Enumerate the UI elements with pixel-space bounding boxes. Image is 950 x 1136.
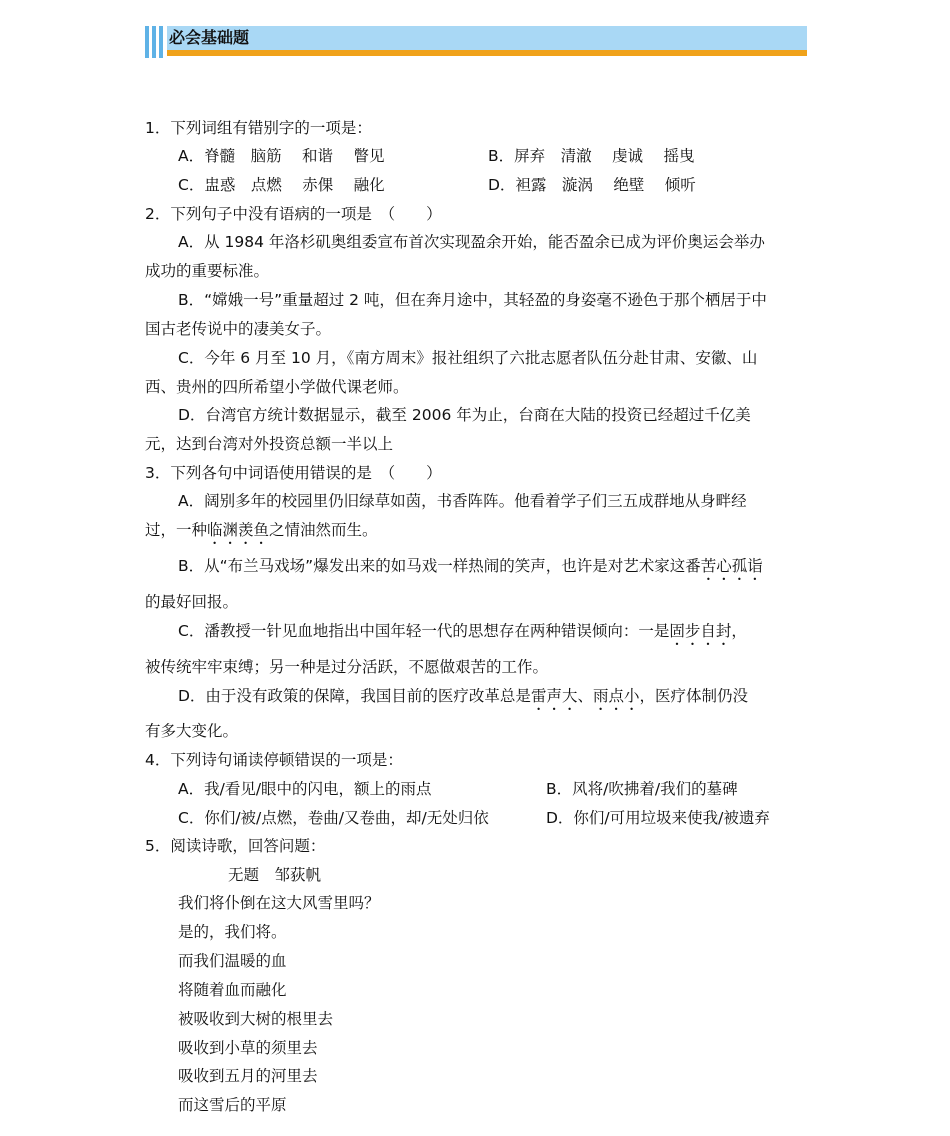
poem-title: 无题 邹荻帆 bbox=[228, 866, 322, 884]
q1-option-d: D．袒露 漩涡 绝壁 倾听 bbox=[488, 176, 696, 194]
poem-line: 是的，我们将。 bbox=[178, 923, 287, 941]
q3-option-c-line1 bbox=[178, 621, 747, 649]
q4-stem: 4．下列诗句诵读停顿错误的一项是： bbox=[145, 751, 403, 769]
q3-b-emphasized-idiom: 苦心孤诣 bbox=[700, 557, 763, 575]
q1-option-a: A．脊髓 脑筋 和谐 瞥见 bbox=[178, 147, 385, 165]
poem-line: 吸收到五月的河里去 bbox=[178, 1067, 318, 1085]
q3-a-text-pre: 过，一种 bbox=[145, 521, 208, 539]
q3-b-text-pre: B．从“布兰马戏场”爆发出来的如马戏一样热闹的笑声，也许是对艺术家这番 bbox=[178, 557, 701, 575]
q3-option-d-line1 bbox=[178, 686, 748, 714]
poem-line: 而我们温暖的血 bbox=[178, 952, 287, 970]
q2-stem: 2．下列句子中没有语病的一项是 （ ） bbox=[145, 205, 442, 223]
q4-option-b: B．风将/吹拂着/我们的墓碑 bbox=[546, 780, 738, 798]
q3-option-d-line2: 有多大变化。 bbox=[145, 722, 239, 740]
q1-stem: 1．下列词组有错别字的一项是： bbox=[145, 119, 372, 137]
q1-option-b: B．屏弃 清澈 虔诚 摇曳 bbox=[488, 147, 695, 165]
q3-c-text-pre: C．潘教授一针见血地指出中国年轻一代的思想存在两种错误倾向：一是 bbox=[178, 622, 670, 640]
q3-c-text-post: ， bbox=[731, 622, 747, 640]
q2-option-c-line2: 西、贵州的四所希望小学做代课老师。 bbox=[145, 378, 409, 396]
poem-line: 被吸收到大树的根里去 bbox=[178, 1010, 334, 1028]
q2-option-d-line1: D．台湾官方统计数据显示，截至 2006 年为止，台商在大陆的投资已经超过千亿美 bbox=[178, 406, 751, 424]
q4-option-c: C．你们/被/点燃，卷曲/又卷曲，却/无处归依 bbox=[178, 809, 489, 827]
q4-option-a: A．我/看见/眼中的闪电，额上的雨点 bbox=[178, 780, 432, 798]
poem-line: 将随着血而融化 bbox=[178, 981, 287, 999]
q2-option-d-line2: 元，达到台湾对外投资总额一半以上 bbox=[145, 435, 394, 453]
q3-option-a-line2 bbox=[145, 520, 378, 548]
q2-option-c-line1: C．今年 6 月至 10 月，《南方周末》报社组织了六批志愿者队伍分赴甘肃、安徽、山 bbox=[178, 349, 758, 367]
q4-option-d: D．你们/可用垃圾来使我/被遗弃 bbox=[546, 809, 770, 827]
q3-c-emphasized-idiom: 固步自封 bbox=[669, 622, 732, 640]
q3-a-text-post: 之情油然而生。 bbox=[269, 521, 378, 539]
q3-a-emphasized-idiom: 临渊羡鱼 bbox=[207, 521, 270, 539]
q3-d-text-post: ，医疗体制仍没 bbox=[639, 687, 748, 705]
q2-option-a-line1: A．从 1984 年洛杉矶奥组委宣布首次实现盈余开始，能否盈余已成为评价奥运会举办 bbox=[178, 233, 765, 251]
q3-stem: 3．下列各句中词语使用错误的是 （ ） bbox=[145, 464, 442, 482]
q3-option-c-line2: 被传统牢牢束缚；另一种是过分活跃，不愿做艰苦的工作。 bbox=[145, 658, 549, 676]
q1-option-c: C．盅惑 点燃 赤倮 融化 bbox=[178, 176, 385, 194]
q3-option-a-line1: A．阔别多年的校园里仍旧绿草如茵，书香阵阵。他看着学子们三五成群地从身畔经 bbox=[178, 492, 747, 510]
q3-option-b-line1 bbox=[178, 556, 763, 584]
poem-line: 我们将仆倒在这大风雪里吗？ bbox=[178, 894, 380, 912]
q3-option-b-line2: 的最好回报。 bbox=[145, 593, 239, 611]
q3-d-emphasized-idiom: 雷声大、雨点小 bbox=[530, 687, 640, 705]
q2-option-a-line2: 成功的重要标准。 bbox=[145, 262, 270, 280]
q2-option-b-line2: 国古老传说中的凄美女子。 bbox=[145, 320, 332, 338]
poem-line: 而这雪后的平原 bbox=[178, 1096, 287, 1114]
q2-option-b-line1: B．“嫦娥一号”重量超过 2 吨，但在奔月途中，其轻盈的身姿毫不逊色于那个栖居于中 bbox=[178, 291, 767, 309]
poem-line: 吸收到小草的须里去 bbox=[178, 1039, 318, 1057]
section-title: 必会基础题 bbox=[169, 28, 250, 47]
q3-d-text-pre: D．由于没有政策的保障，我国目前的医疗改革总是 bbox=[178, 687, 531, 705]
q5-stem: 5．阅读诗歌，回答问题： bbox=[145, 837, 326, 855]
